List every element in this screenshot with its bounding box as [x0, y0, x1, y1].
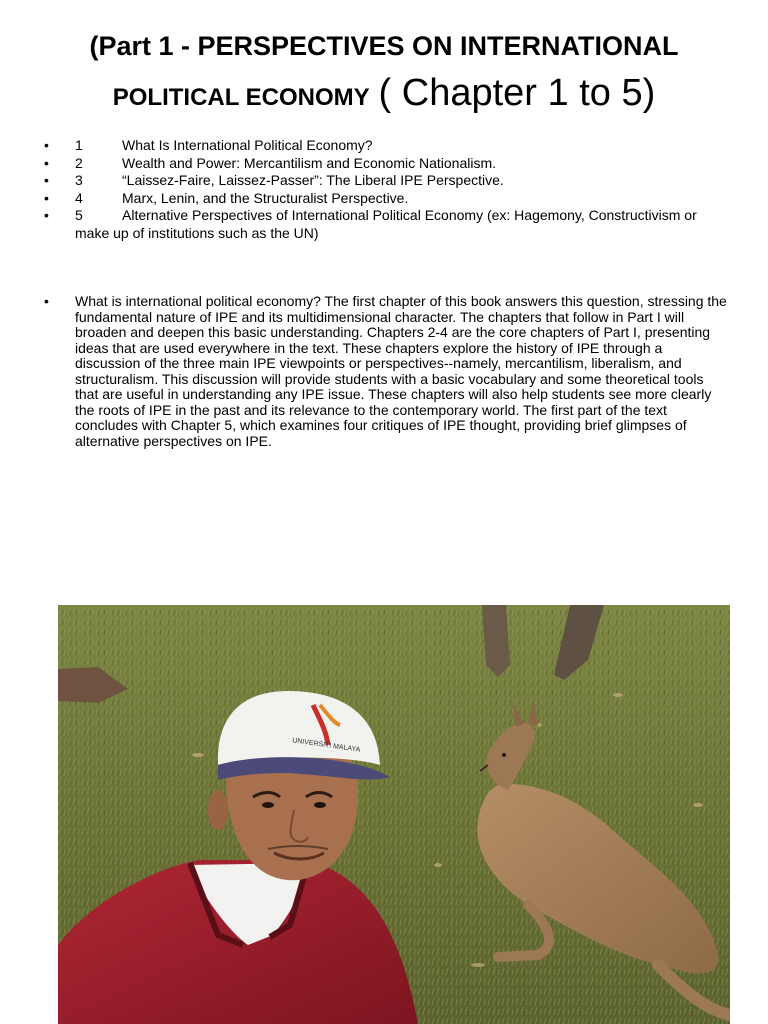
- chapter-title: What Is International Political Economy?: [122, 137, 373, 153]
- summary-text: What is international political economy? The first chapter of this book answers this question, stressing the fundamental nature of IPE and its multidimensional character. The chapters that follow in Part I will broaden and deepen this basic understanding. Chapters 2-4 are the core chapters of Part I, presenting ideas that are used everywhere in the text. These chapters explore the history of IPE through a discussion of the three main IPE viewpoints or perspectives--namely, mercantilism, liberalism, and structuralism. This discussion will provide students with a basic vocabulary and some theoretical tools that are useful in understanding any IPE issue. These chapters will also help students see more clearly the roots of IPE in the past and its relevance to the contemporary world. The first part of the text concludes with Chapter 5, which examines four critiques of IPE thought, providing brief glimpses of alternative perspectives on IPE.: [75, 293, 727, 449]
- slide-title-line2: [20, 70, 748, 121]
- chapter-title: “Laissez-Faire, Laissez-Passer”: The Liberal IPE Perspective.: [122, 172, 504, 188]
- chapter-item: [44, 207, 734, 242]
- title-caps-text: POLITICAL ECONOMY: [112, 84, 370, 111]
- bullet-icon: •: [44, 293, 49, 309]
- bullet-icon: •: [44, 207, 49, 223]
- chapter-item: [44, 155, 734, 173]
- photo-man-with-kangaroo: [58, 605, 730, 1024]
- photo-illustration: [58, 605, 730, 1024]
- chapter-number: 2: [75, 154, 83, 171]
- chapter-number: 3: [75, 172, 83, 188]
- bullet-icon: •: [44, 189, 49, 206]
- chapter-number: 5: [75, 207, 83, 223]
- chapter-item: [44, 172, 734, 190]
- chapter-item: [44, 190, 734, 208]
- slide-title-line1: (Part 1 - PERSPECTIVES ON INTERNATIONAL: [89, 31, 679, 61]
- chapter-number: 1: [75, 137, 83, 153]
- summary-paragraph: [44, 294, 729, 449]
- bullet-icon: •: [44, 154, 49, 171]
- bullet-icon: •: [44, 172, 49, 188]
- cap-logo-text: UNIVERSITI MALAYA: [291, 737, 361, 754]
- chapter-number: 4: [75, 189, 83, 206]
- chapter-item: [44, 137, 734, 155]
- bullet-icon: •: [44, 137, 49, 153]
- chapter-title: Alternative Perspectives of International Political Economy (ex: Hagemony, Constructivism or make up of institutions such as the UN): [75, 207, 697, 241]
- chapter-title: Marx, Lenin, and the Structuralist Perspective.: [122, 189, 409, 206]
- title-chapter-range: ( Chapter 1 to 5): [378, 72, 656, 114]
- chapter-list: [44, 137, 734, 242]
- chapter-title: Wealth and Power: Mercantilism and Economic Nationalism.: [122, 154, 497, 171]
